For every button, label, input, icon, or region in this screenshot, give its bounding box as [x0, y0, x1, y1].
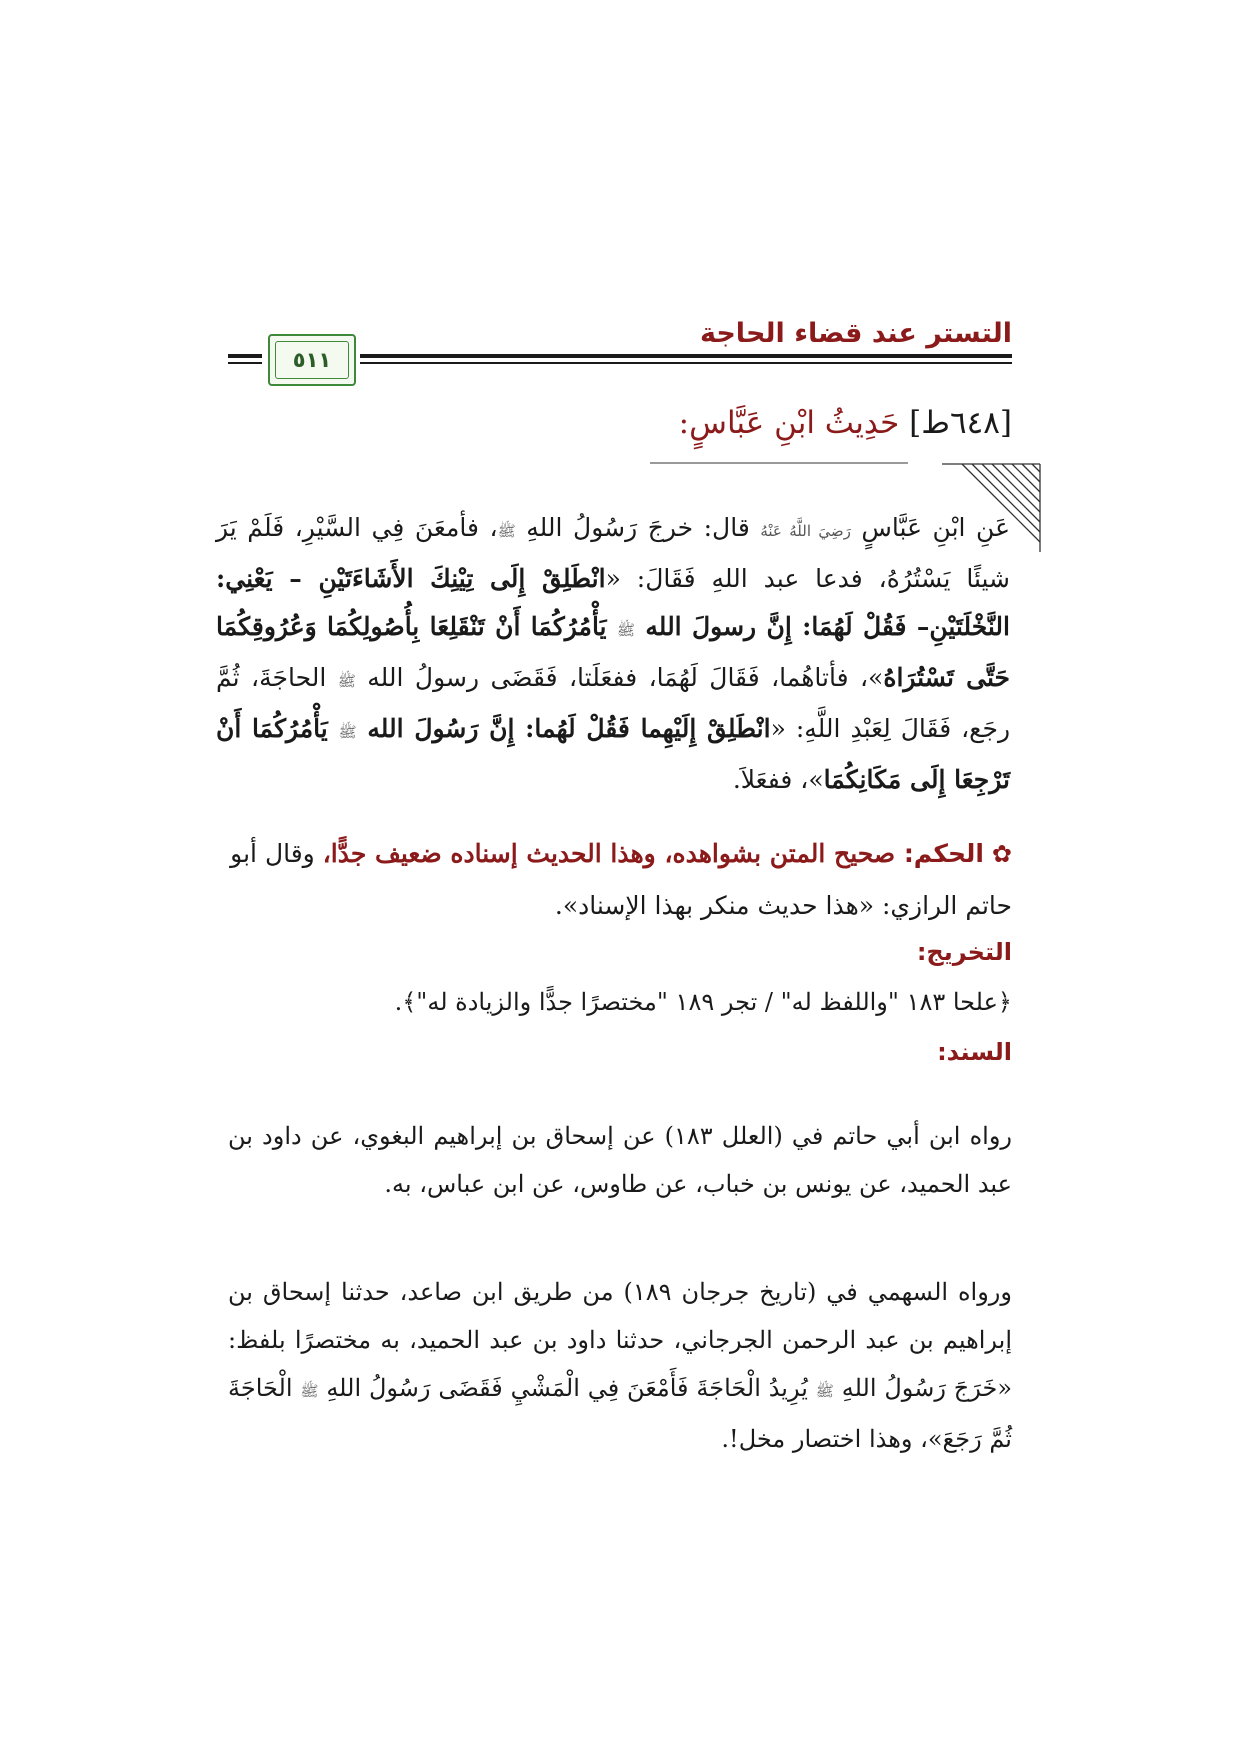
header-rule-left: [228, 354, 262, 366]
verdict-rest: وقال أبو حاتم الرازي: «هذا حديث منكر بهذا الإسناد».: [230, 839, 1012, 920]
verdict: [228, 828, 1012, 932]
honorific-mark: ﷺ: [337, 672, 356, 690]
honorific-mark: ﷺ: [300, 1382, 319, 1400]
section-number: [٦٤٨ط]: [909, 405, 1012, 441]
text-segment: قال: خرجَ رَسُولُ اللهِ: [515, 513, 761, 542]
quoted-text: انْطَلِقْ إِلَى تِيْنِكَ الأَشَاءَتَيْنِ – يَعْنِي: النَّخْلَتَيْنِ– فَقُلْ لَهُمَا: إِنَّ رسولَ الله: [216, 564, 1010, 641]
quoted-text: يَأْمُرُكُمَا أَنْ تَرْجِعَا إِلَى مَكَانِكُمَا: [216, 714, 1010, 794]
takhrij-heading: التخريج:: [916, 938, 1012, 966]
honorific-mark: ﷺ: [616, 621, 636, 639]
header-rule-right: [360, 354, 1012, 366]
text-segment: يُرِيدُ الْحَاجَةَ فَأَمْعَنَ فِي الْمَشْيِ فَقَضَى رَسُولُ اللهِ: [318, 1374, 816, 1402]
hadith-text: [216, 504, 1010, 804]
running-title: التستر عند قضاء الحاجة: [699, 318, 1012, 349]
text-segment: »، فأتاهُما، فَقَالَ لَهُمَا، ففعَلَتا، فَقَضَى رسولُ الله: [355, 663, 884, 692]
text-segment: الحاجَةَ، ثُمَّ رجَع، فَقَالَ لِعَبْدِ اللَّهِ: «: [216, 663, 1011, 743]
honorific-mark: ﷺ: [338, 723, 357, 741]
text-segment: الْحَاجَةَ ثُمَّ رَجَعَ»، وهذا اختصار مخل!.: [228, 1374, 1012, 1453]
quoted-text: انْطَلِقْ إِلَيْهِما فَقُلْ لَهُما: إِنَّ رَسُولَ الله: [356, 714, 771, 743]
section-heading: [679, 405, 1012, 441]
page-number-badge: [268, 334, 356, 386]
sanad-heading: السند:: [937, 1038, 1012, 1066]
hadith-paragraph: [216, 504, 1010, 804]
text-segment: ورواه السهمي في (تاريخ جرجان ١٨٩) من طريق ابن صاعد، حدثنا إسحاق بن إبراهيم بن عبد الرحمن الجرجاني، حدثنا داود بن عبد الحميد، به مختصرًا بلفظ: «خَرَجَ رَسُولُ اللهِ: [228, 1278, 1013, 1402]
verdict-label: الحكم:: [903, 839, 984, 868]
verdict-ruling: صحيح المتن بشواهده، وهذا الحديث إسناده ضعيف جدًّا،: [322, 839, 904, 868]
section-title: حَدِيثُ ابْنِ عَبَّاسٍ:: [678, 405, 900, 441]
heading-underline: [650, 462, 908, 464]
text-segment: ، فأمعَنَ فِي السَّيْرِ، فَلَمْ يَرَ شيئًا يَسْتُرُهُ، فدعا عبد اللهِ فَقَالَ: «: [216, 513, 1010, 593]
honorific-mark: ﷺ: [815, 1382, 834, 1400]
flower-icon: ✿: [991, 840, 1012, 868]
text-segment: »، ففعَلاَ.: [732, 765, 824, 794]
sanad-paragraph-2: [228, 1268, 1012, 1463]
text-segment: عَنِ ابْنِ عَبَّاسٍ: [850, 513, 1010, 542]
honorific-mark: رَضِيَ اللَّهُ عَنْهُ: [760, 522, 851, 540]
quoted-text: يَأْمُرُكُمَا أَنْ تَنْقَلِعَا بِأُصُولِكُمَا وَعُرُوقِكُمَا حَتَّى تَسْتُرَاهُ: [216, 612, 1011, 692]
page-number: ٥١١: [275, 341, 349, 379]
takhrij-line: ﴿علحا ١٨٣ "واللفظ له" / تجر ١٨٩ "مختصرًا جدًّا والزيادة له"﴾.: [394, 988, 1012, 1016]
honorific-mark: ﷺ: [497, 522, 516, 540]
sanad-paragraph-1: رواه ابن أبي حاتم في (العلل ١٨٣) عن إسحاق بن إبراهيم البغوي، عن داود بن عبد الحميد، عن يونس بن خباب، عن طاوس، عن ابن عباس، به.: [228, 1122, 1012, 1198]
